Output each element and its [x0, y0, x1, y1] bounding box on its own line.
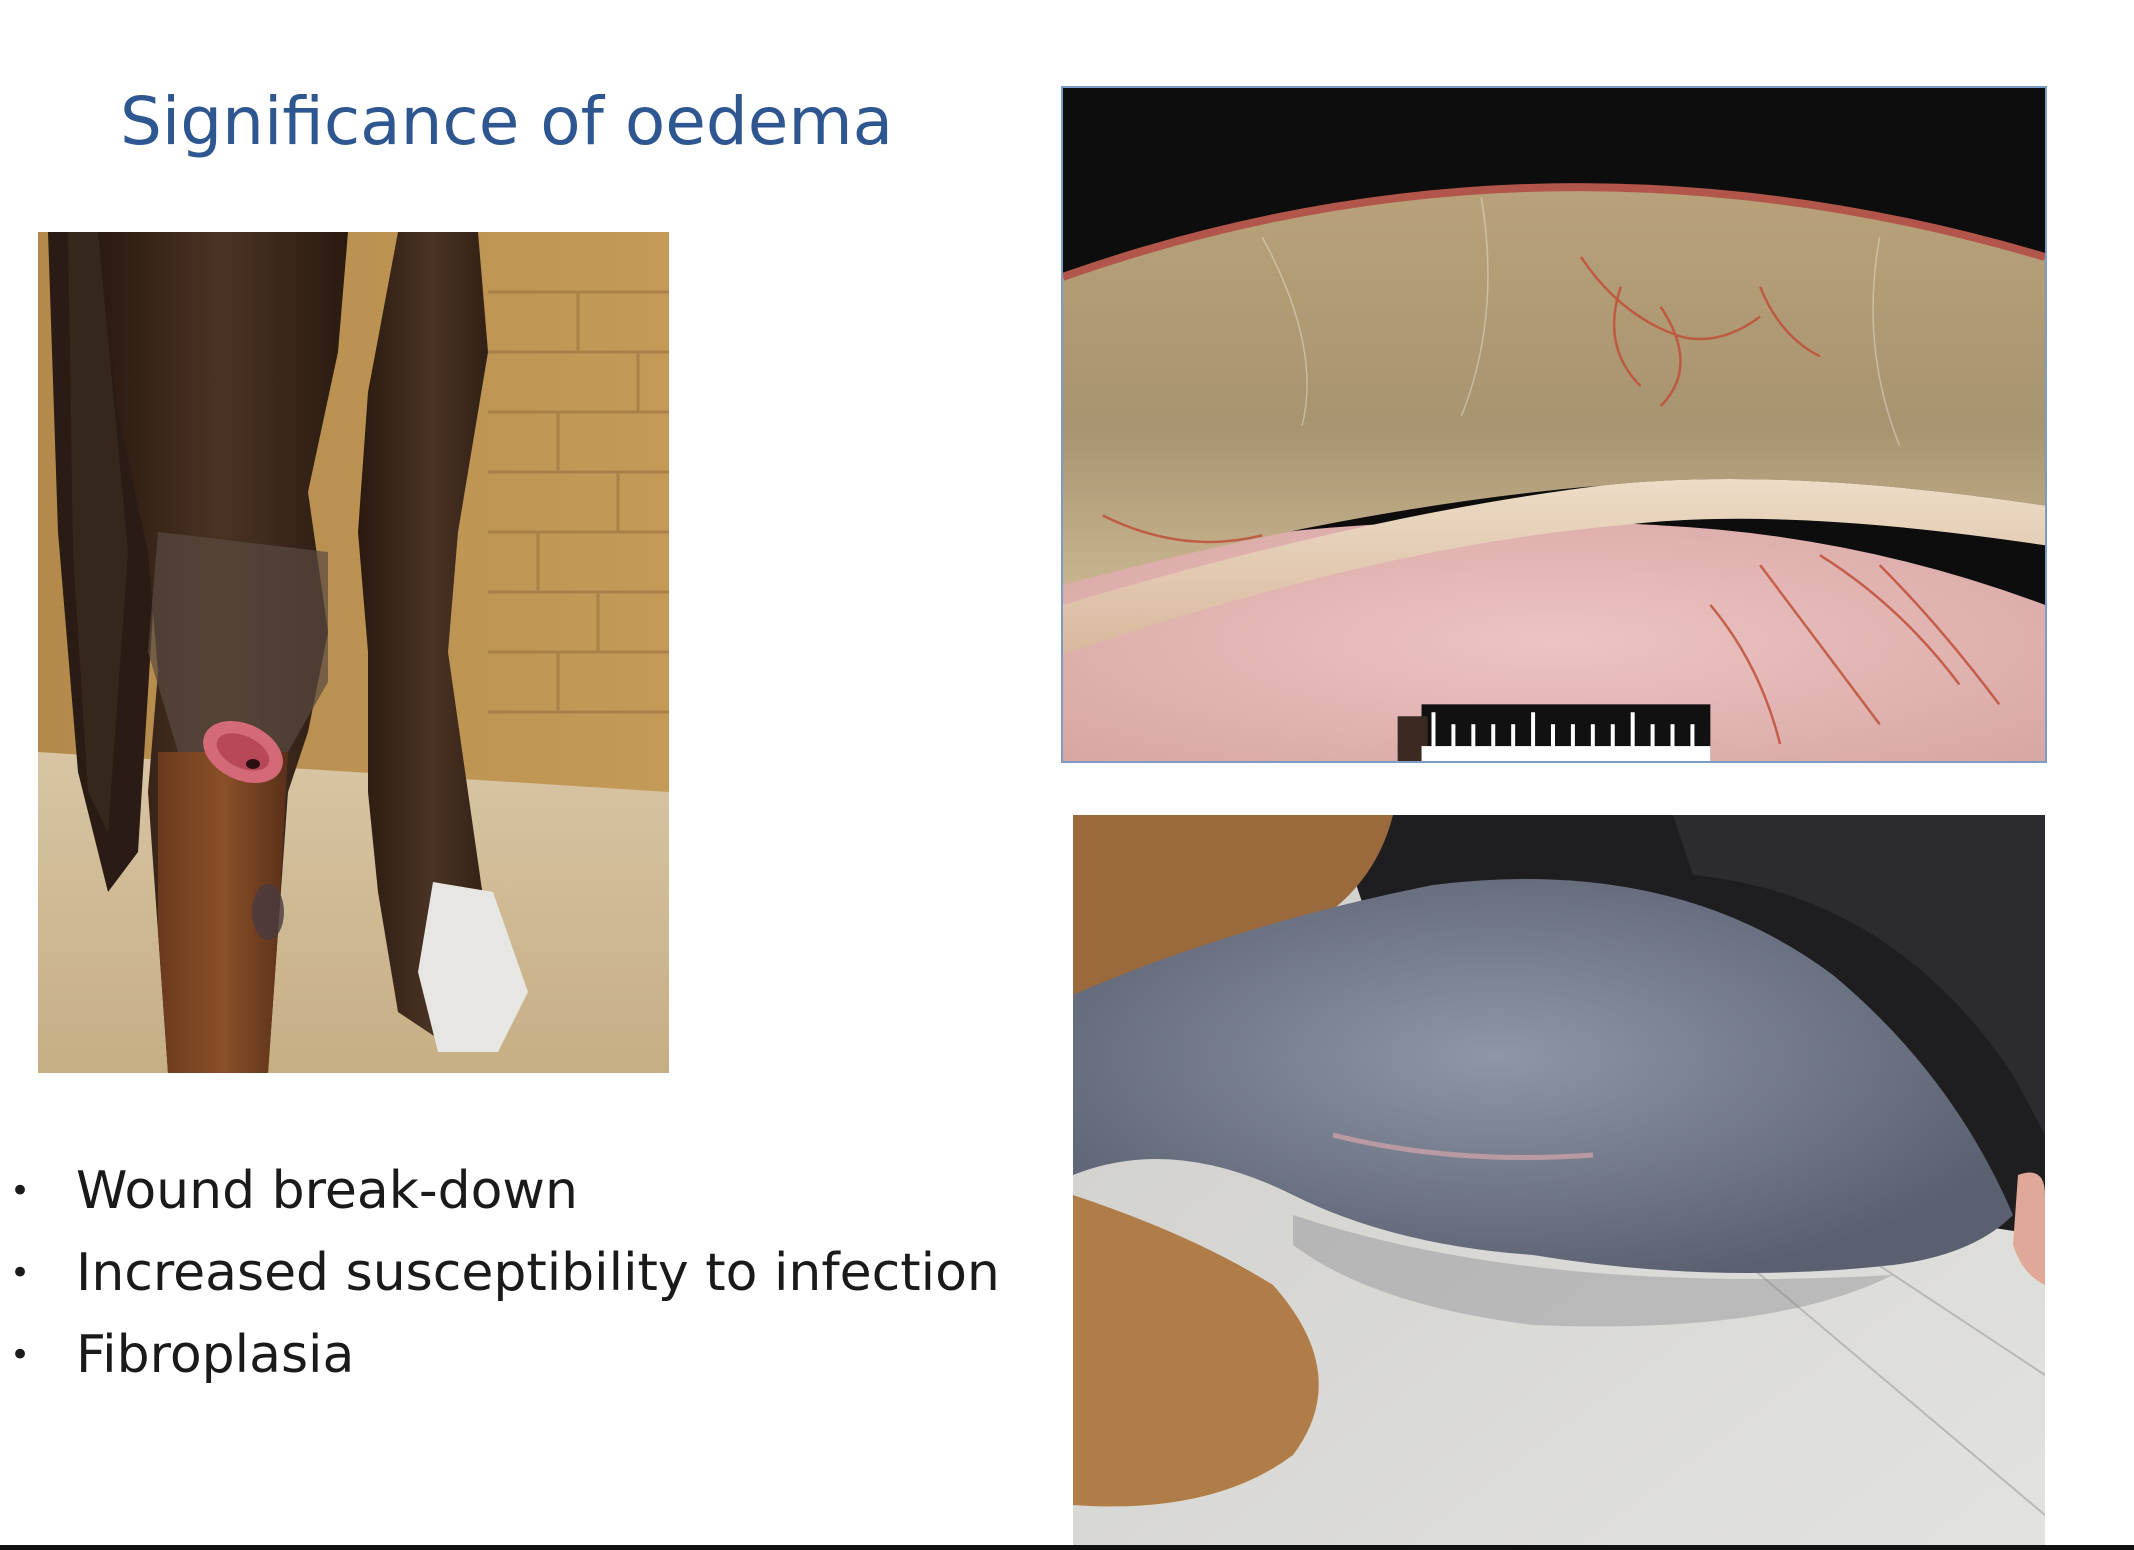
bullet-item [0, 1150, 1000, 1232]
bullet-item [0, 1314, 1000, 1396]
bullet-text: Fibroplasia [76, 1325, 355, 1385]
slide-title: Significance of oedema [120, 83, 894, 160]
oedematous-tissue-specimen-photo [1061, 86, 2047, 763]
bullet-item [0, 1232, 1000, 1314]
bullet-list [0, 1150, 1000, 1396]
bullet-text: Wound break-down [76, 1161, 578, 1221]
bullet-text: Increased susceptibility to infection [76, 1243, 1000, 1303]
bullet-dot-icon: • [10, 1171, 31, 1211]
bullet-dot-icon: • [10, 1253, 31, 1293]
dog-limb-swelling-photo [1073, 815, 2045, 1545]
bullet-dot-icon: • [10, 1335, 31, 1375]
slide-bottom-border [0, 1545, 2134, 1550]
horse-leg-wound-photo [38, 232, 669, 1073]
